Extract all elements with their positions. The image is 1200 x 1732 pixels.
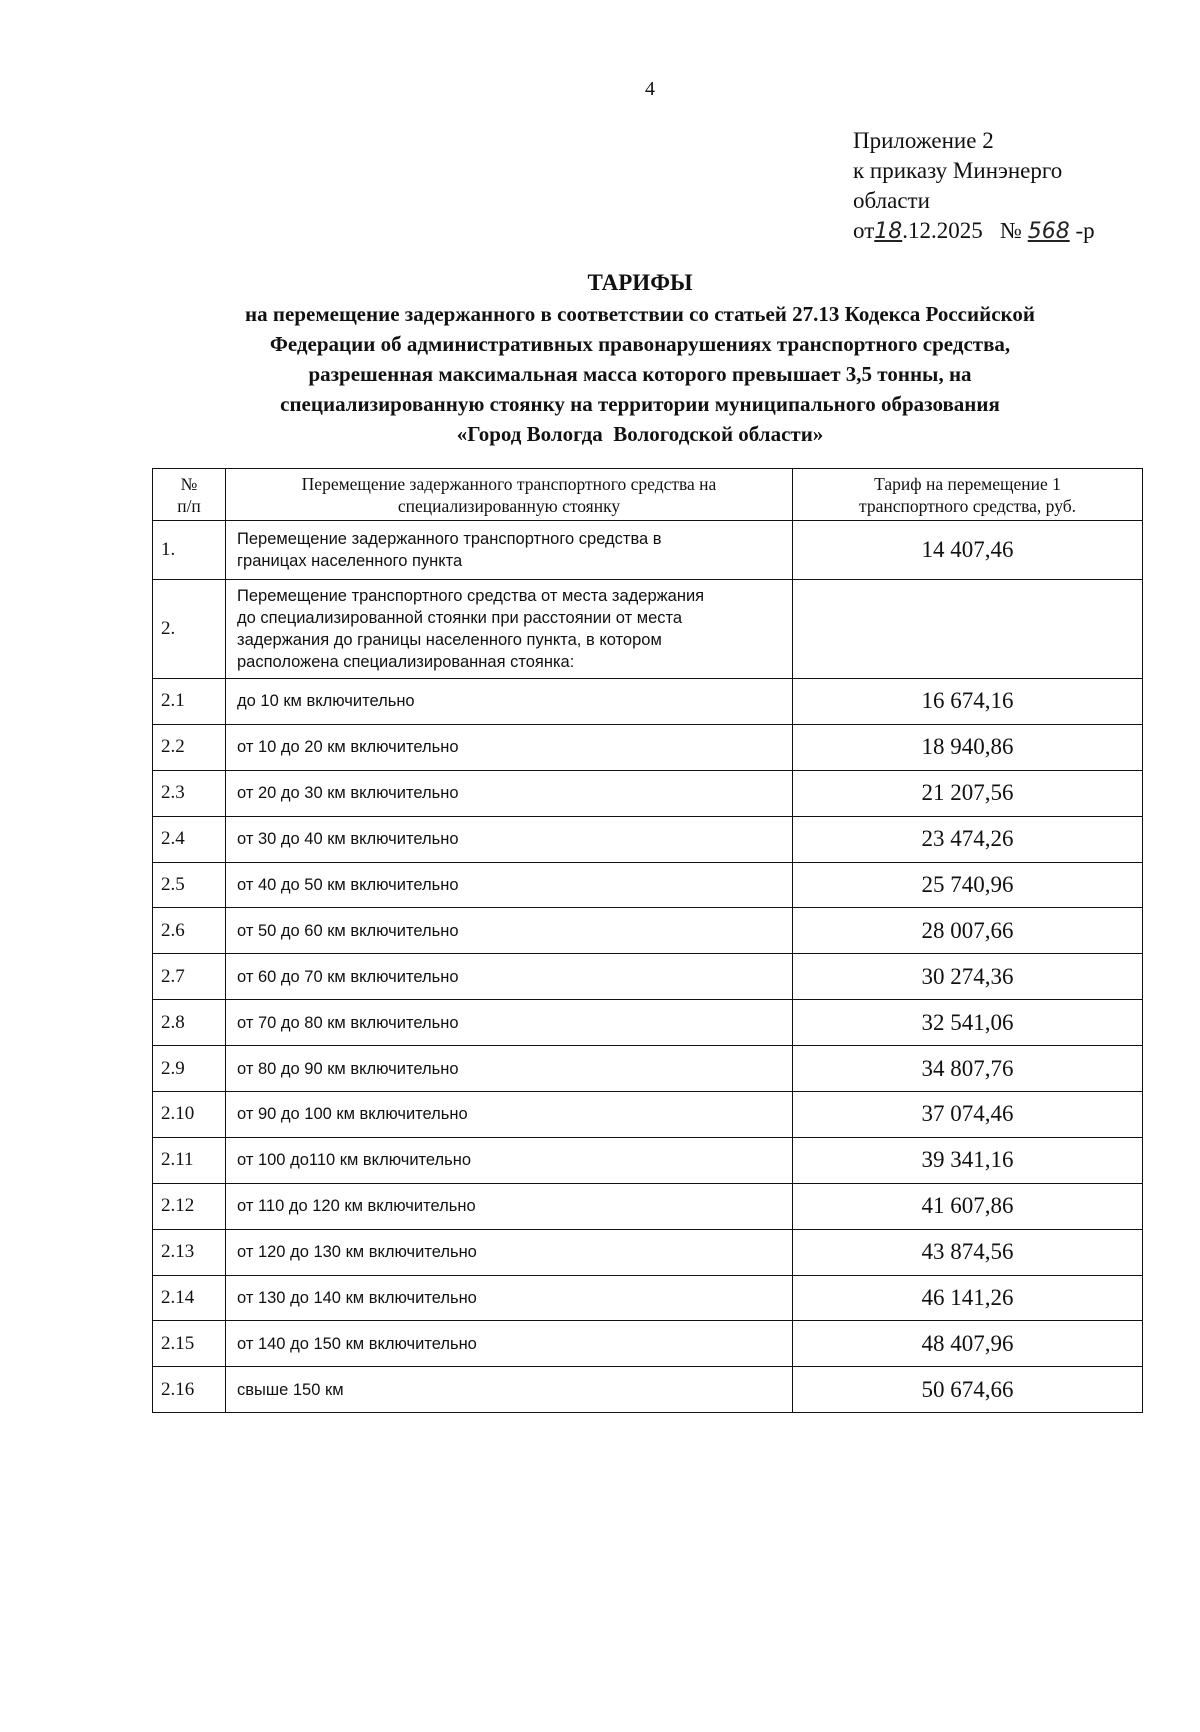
- row-name: от 130 до 140 км включительно: [226, 1275, 793, 1321]
- header-name-line2: специализированную стоянку: [397, 495, 621, 516]
- row-name-line2: до специализированной стоянки при расстоянии от места: [237, 609, 683, 627]
- row-name: до 10 км включительно: [226, 679, 793, 725]
- document-title: ТАРИФЫ: [587, 270, 693, 295]
- row-price: 46 141,26: [793, 1275, 1143, 1321]
- title-line-3: разрешенная максимальная масса которого превышает 3,5 тонны, на: [308, 362, 972, 386]
- row-num: 2.3: [153, 770, 226, 816]
- row-num: 2.10: [153, 1092, 226, 1138]
- row-num: 2.: [153, 580, 226, 679]
- table-row: [153, 1321, 1143, 1367]
- row-name: [226, 580, 793, 679]
- table-row: [153, 862, 1143, 908]
- header-num-line2: п/п: [177, 495, 201, 516]
- row-name: от 30 до 40 км включительно: [226, 816, 793, 862]
- row-num: 2.6: [153, 908, 226, 954]
- tariffs-table: [152, 468, 1143, 1413]
- title-line-1: на перемещение задержанного в соответствии со статьей 27.13 Кодекса Российской: [245, 302, 1035, 326]
- row-num: 2.1: [153, 679, 226, 725]
- header-price: [793, 469, 1143, 521]
- title-line-2: Федерации об административных правонарушениях транспортного средства,: [269, 332, 1011, 356]
- row-name: от 40 до 50 км включительно: [226, 862, 793, 908]
- row-price: 30 274,36: [793, 954, 1143, 1000]
- row-name: от 110 до 120 км включительно: [226, 1183, 793, 1229]
- table-row: [153, 1229, 1143, 1275]
- table-row: [153, 521, 1143, 580]
- row-name: [226, 521, 793, 580]
- annex-block: [853, 126, 1095, 247]
- date-prefix: от: [853, 218, 875, 243]
- row-num: 2.7: [153, 954, 226, 1000]
- table-row: [153, 1000, 1143, 1046]
- table-row: [153, 816, 1143, 862]
- row-name-line1: Перемещение задержанного транспортного средства в: [237, 530, 662, 548]
- annex-region: области: [853, 188, 930, 213]
- row-price: 34 807,76: [793, 1046, 1143, 1092]
- annex-order-ref: к приказу Минэнерго: [853, 158, 1063, 183]
- table-row: [153, 724, 1143, 770]
- row-num: 2.4: [153, 816, 226, 862]
- row-num: 2.11: [153, 1137, 226, 1183]
- table-row: [153, 954, 1143, 1000]
- row-num: 2.5: [153, 862, 226, 908]
- table-row: [153, 770, 1143, 816]
- header-price-line1: Тариф на перемещение 1: [874, 473, 1061, 494]
- table-row: [153, 1137, 1143, 1183]
- date-rest: .12.2025: [902, 218, 983, 243]
- row-name: от 70 до 80 км включительно: [226, 1000, 793, 1046]
- row-price: 48 407,96: [793, 1321, 1143, 1367]
- table-row: [153, 1092, 1143, 1138]
- row-name: от 10 до 20 км включительно: [226, 724, 793, 770]
- table-row: [153, 679, 1143, 725]
- row-name: от 50 до 60 км включительно: [226, 908, 793, 954]
- row-name: от 100 до110 км включительно: [226, 1137, 793, 1183]
- row-num: 2.15: [153, 1321, 226, 1367]
- handwritten-number: 568: [1027, 219, 1070, 244]
- header-num: [153, 469, 226, 521]
- row-name: от 120 до 130 км включительно: [226, 1229, 793, 1275]
- table-header-row: [153, 469, 1143, 521]
- row-price: 18 940,86: [793, 724, 1143, 770]
- row-price: 39 341,16: [793, 1137, 1143, 1183]
- title-line-4: специализированную стоянку на территории муниципального образования: [280, 392, 1000, 416]
- number-prefix: №: [1000, 218, 1022, 243]
- row-price: 43 874,56: [793, 1229, 1143, 1275]
- table-row: [153, 1275, 1143, 1321]
- row-price: 50 674,66: [793, 1367, 1143, 1413]
- row-num: 2.8: [153, 1000, 226, 1046]
- row-price: [793, 580, 1143, 679]
- row-price: 16 674,16: [793, 679, 1143, 725]
- handwritten-day: 18: [874, 219, 903, 244]
- table-row: [153, 1046, 1143, 1092]
- annex-title: Приложение 2: [853, 128, 994, 153]
- row-name-line4: расположена специализированная стоянка:: [237, 653, 575, 671]
- table-row: [153, 580, 1143, 679]
- row-name-line1: Перемещение транспортного средства от места задержания: [237, 587, 705, 605]
- row-num: 2.12: [153, 1183, 226, 1229]
- row-num: 2.14: [153, 1275, 226, 1321]
- row-num: 1.: [153, 521, 226, 580]
- annex-date-line: [853, 216, 1095, 247]
- row-name: от 20 до 30 км включительно: [226, 770, 793, 816]
- document-title-block: [150, 268, 1130, 449]
- number-suffix: -р: [1075, 218, 1095, 243]
- header-num-line1: №: [180, 473, 198, 494]
- row-name: от 90 до 100 км включительно: [226, 1092, 793, 1138]
- row-name: свыше 150 км: [226, 1367, 793, 1413]
- row-price: 28 007,66: [793, 908, 1143, 954]
- row-num: 2.2: [153, 724, 226, 770]
- header-price-line2: транспортного средства, руб.: [858, 495, 1076, 516]
- row-num: 2.13: [153, 1229, 226, 1275]
- title-line-5: «Город Вологда Вологодской области»: [456, 422, 824, 446]
- row-name-line3: задержания до границы населенного пункта, в котором: [237, 631, 662, 649]
- row-price: 14 407,46: [793, 521, 1143, 580]
- header-name-line1: Перемещение задержанного транспортного средства на: [301, 473, 717, 494]
- row-name: от 80 до 90 км включительно: [226, 1046, 793, 1092]
- row-name-line2: границах населенного пункта: [237, 552, 463, 570]
- row-price: 32 541,06: [793, 1000, 1143, 1046]
- header-name: [226, 469, 793, 521]
- page-number: 4: [645, 78, 655, 100]
- row-price: 41 607,86: [793, 1183, 1143, 1229]
- table-row: [153, 908, 1143, 954]
- row-num: 2.9: [153, 1046, 226, 1092]
- row-price: 25 740,96: [793, 862, 1143, 908]
- table-row: [153, 1367, 1143, 1413]
- row-name: от 60 до 70 км включительно: [226, 954, 793, 1000]
- row-price: 21 207,56: [793, 770, 1143, 816]
- row-name: от 140 до 150 км включительно: [226, 1321, 793, 1367]
- row-price: 23 474,26: [793, 816, 1143, 862]
- table-row: [153, 1183, 1143, 1229]
- row-num: 2.16: [153, 1367, 226, 1413]
- row-price: 37 074,46: [793, 1092, 1143, 1138]
